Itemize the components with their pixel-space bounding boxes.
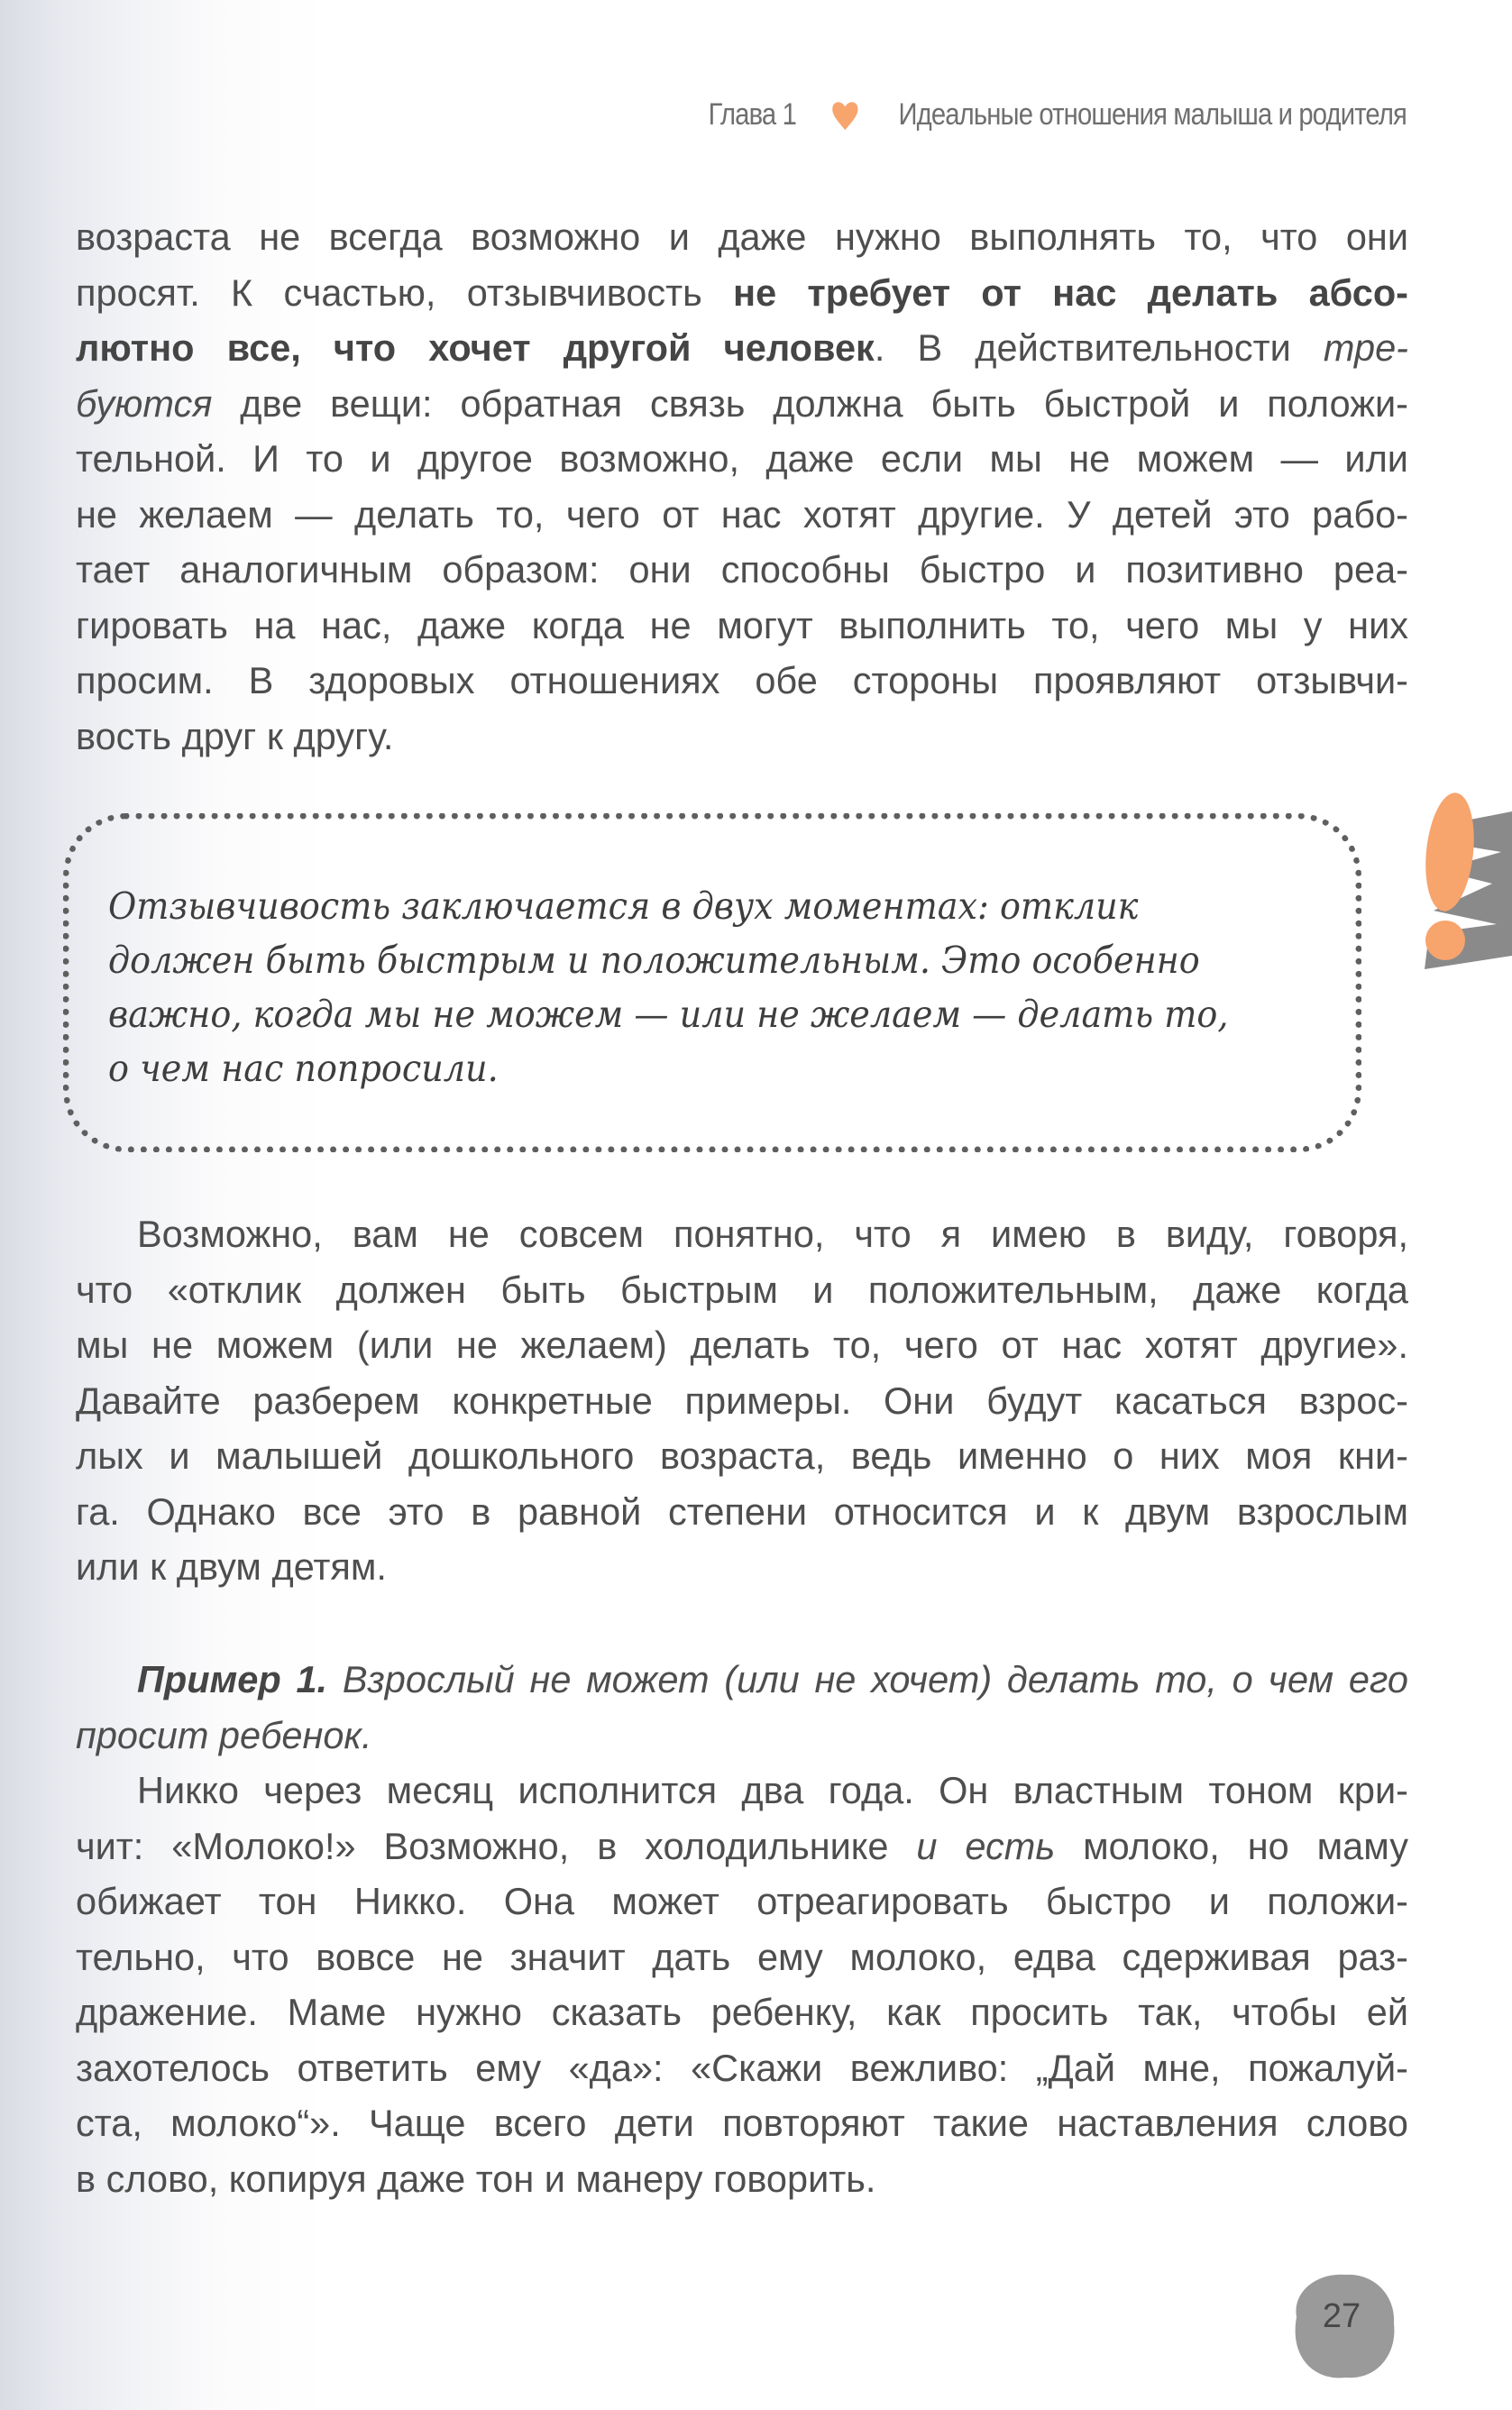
text-line: вость друг к другу.	[76, 714, 394, 757]
callout-text	[108, 879, 1274, 1095]
chapter-title: Идеальные отношения малыша и родителя	[898, 97, 1407, 132]
text-line: мы не можем (или не желаем) делать то, чего от нас хотят другие».	[76, 1324, 1408, 1366]
text-line: возраста не всегда возможно и даже нужно выполнять то, что они	[76, 215, 1408, 258]
text-line	[76, 265, 1408, 321]
text-line: просим. В здоровых отношениях обе стороны проявляют отзывчи-	[76, 659, 1408, 701]
page-number: 27	[1322, 2297, 1361, 2335]
text-line: гировать на нас, даже когда не могут выполнить то, чего мы у них	[76, 603, 1408, 646]
example-heading	[76, 1708, 1408, 1764]
callout-line: важно, когда мы не можем — или не желаем — делать то,	[108, 993, 1229, 1036]
heart-icon	[830, 99, 860, 132]
example-title: просит ребенок.	[76, 1713, 372, 1756]
text-line: га. Однако все это в равной степени относится и к двум взрослым	[76, 1489, 1408, 1533]
example-label: Пример 1.	[137, 1658, 328, 1700]
text-line: лых и малышей дошкольного возраста, ведь именно о них моя кни-	[76, 1434, 1408, 1477]
text-line: дражение. Маме нужно сказать ребенку, как просить так, чтобы ей	[76, 1991, 1408, 2033]
paragraph-responsiveness	[76, 209, 1408, 764]
running-header	[197, 97, 1407, 133]
text-line: в слово, копируя даже тон и манеру говорить.	[76, 2157, 876, 2200]
text-line: или к двум детям.	[76, 1545, 387, 1588]
text-line	[76, 1819, 1408, 1874]
text-line: что «отклик должен быть быстрым и положительным, даже когда	[76, 1268, 1408, 1311]
text-run: две вещи: обратная связь должна быть быстрой и положи-	[212, 381, 1408, 425]
text-run: просят. К счастью, отзывчивость	[76, 270, 733, 314]
example-title: Взрослый не может (или не хочет) делать то, о чем его	[327, 1658, 1408, 1700]
bold-emphasis: лютно все, что хочет другой человек	[76, 326, 875, 369]
text-run: чит: «Молоко!» Возможно, в холодильнике	[76, 1824, 917, 1867]
italic-emphasis: тре-	[1323, 326, 1408, 369]
text-line	[76, 320, 1408, 376]
text-line: тельно, что вовсе не значит дать ему молоко, едва сдерживая раз-	[76, 1935, 1408, 1978]
example-heading	[76, 1652, 1408, 1708]
text-line: захотелось ответить ему «да»: «Скажи вежливо: „Дай мне, пожалуй-	[76, 2046, 1408, 2089]
paragraph-examples-intro	[76, 1206, 1408, 1595]
text-line: не желаем — делать то, чего от нас хотят другие. У детей это рабо-	[76, 492, 1408, 536]
italic-emphasis: и есть	[916, 1824, 1056, 1867]
text-line: Возможно, вам не совсем понятно, что я имею в виду, говоря,	[137, 1213, 1408, 1255]
text-line: тельной. И то и другое возможно, даже если мы не можем — или	[76, 437, 1408, 480]
callout-line: Отзывчивость заключается в двух моментах: отклик	[108, 884, 1139, 928]
example-1	[76, 1652, 1408, 2206]
italic-emphasis: буются	[76, 381, 213, 425]
text-line: Никко через месяц исполнится два года. Он властным тоном кри-	[137, 1769, 1408, 1811]
exclamation-icon	[1407, 775, 1512, 992]
text-line	[76, 376, 1408, 432]
text-run: . В действительности	[874, 326, 1324, 369]
chapter-label: Глава 1	[708, 97, 797, 132]
text-line: тает аналогичным образом: они способны быстро и позитивно реа-	[76, 548, 1408, 591]
callout-line: должен быть быстрым и положительным. Это особенно	[108, 939, 1200, 982]
callout-line: о чем нас попросили.	[108, 1047, 499, 1090]
text-run: молоко, но маму	[1055, 1824, 1408, 1867]
text-line: ста, молоко“». Чаще всего дети повторяют такие наставления слово	[76, 2102, 1408, 2144]
bold-emphasis: не требует от нас делать абсо-	[733, 270, 1409, 314]
text-line: Давайте разберем конкретные примеры. Они будут касаться взрос-	[76, 1379, 1408, 1422]
text-line: обижает тон Никко. Она может отреагировать быстро и положи-	[76, 1880, 1408, 1922]
